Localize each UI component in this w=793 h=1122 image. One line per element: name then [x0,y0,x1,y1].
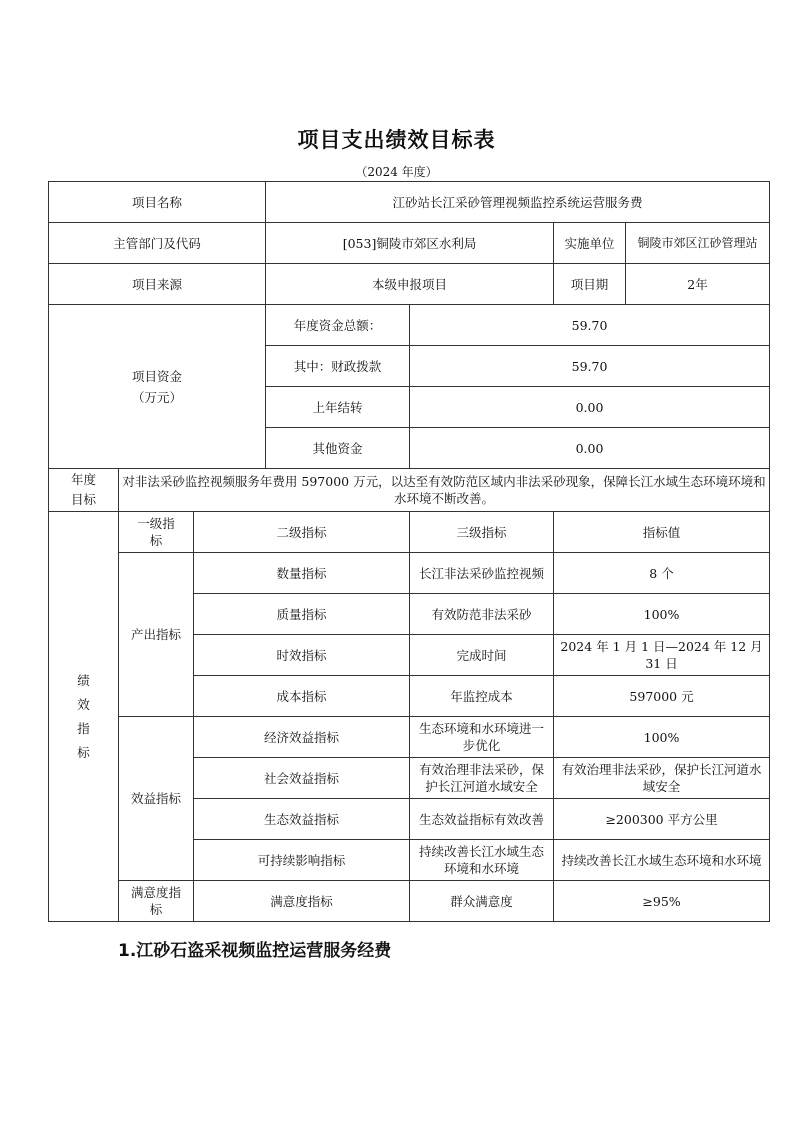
funds-other-label: 其他资金 [266,428,410,469]
funds-other-value: 0.00 [410,428,770,469]
header-value: 指标值 [554,512,770,553]
funds-carryover-label: 上年结转 [266,387,410,428]
benefit-l2: 可持续影响指标 [194,840,410,881]
funds-total-value: 59.70 [410,305,770,346]
benefit-l3: 生态环境和水环境进一步优化 [410,717,554,758]
output-l2: 时效指标 [194,635,410,676]
department-label: 主管部门及代码 [49,223,266,264]
period-value: 2年 [626,264,770,305]
period-label: 项目期 [554,264,626,305]
output-l2: 成本指标 [194,676,410,717]
funds-fiscal-label: 其中：财政拨款 [266,346,410,387]
header-level2: 二级指标 [194,512,410,553]
funds-unit-text: （万元） [132,389,183,405]
annual-goal-text: 对非法采砂监控视频服务年费用 597000 万元，以达至有效防范区域内非法采砂现象，保障长江水域生态环境环境和水环境不断改善。 [119,469,770,512]
benefit-l3: 生态效益指标有效改善 [410,799,554,840]
source-value: 本级申报项目 [266,264,554,305]
annual-goal-label-line2: 目标 [70,492,96,507]
satisfaction-indicator-label: 满意度指标 [119,881,194,922]
perf-char-4: 标 [77,744,90,760]
benefit-l2: 经济效益指标 [194,717,410,758]
section-heading: 1.江砂石盗采视频监控运营服务经费 [118,941,392,961]
benefit-l2: 社会效益指标 [194,758,410,799]
output-l3: 年监控成本 [410,676,554,717]
row-source [49,264,770,305]
perf-char-1: 绩 [77,672,90,688]
project-name-label: 项目名称 [49,182,266,223]
output-l3: 完成时间 [410,635,554,676]
satisfaction-l3: 群众满意度 [410,881,554,922]
benefit-value: ≥200300 平方公里 [554,799,770,840]
benefit-l3: 有效治理非法采砂，保护长江河道水域安全 [410,758,554,799]
output-value: 2024 年 1 月 1 日—2024 年 12 月 31 日 [554,635,770,676]
perf-char-2: 效 [77,696,90,712]
satisfaction-l2: 满意度指标 [194,881,410,922]
source-label: 项目来源 [49,264,266,305]
annual-goal-label-line1: 年度 [70,472,96,487]
output-indicator-label: 产出指标 [119,553,194,717]
benefit-value: 持续改善长江水域生态环境和水环境 [554,840,770,881]
table-row [49,881,770,922]
output-l2: 质量指标 [194,594,410,635]
perf-char-3: 指 [77,720,90,736]
header-level1: 一级指标 [119,512,194,553]
funds-total-label: 年度资金总额： [266,305,410,346]
implementing-unit-label: 实施单位 [554,223,626,264]
output-l3: 长江非法采砂监控视频 [410,553,554,594]
funds-fiscal-value: 59.70 [410,346,770,387]
satisfaction-value: ≥95% [554,881,770,922]
output-l3: 有效防范非法采砂 [410,594,554,635]
year-subtitle: （2024 年度） [355,165,438,179]
funds-label-text: 项目资金 [132,368,183,384]
output-value: 100% [554,594,770,635]
project-name-value: 江砂站长江采砂管理视频监控系统运营服务费 [266,182,770,223]
benefit-value: 有效治理非法采砂，保护长江河道水域安全 [554,758,770,799]
row-department [49,223,770,264]
page-title: 项目支出绩效目标表 [297,128,496,152]
funds-carryover-value: 0.00 [410,387,770,428]
benefit-value: 100% [554,717,770,758]
header-level3: 三级指标 [410,512,554,553]
table-row [49,553,770,594]
row-project-name [49,182,770,223]
table-row [49,717,770,758]
output-value: 8 个 [554,553,770,594]
implementing-unit-value: 铜陵市郊区江砂管理站 [626,223,770,264]
benefit-l2: 生态效益指标 [194,799,410,840]
output-value: 597000 元 [554,676,770,717]
row-annual-goal [49,469,770,512]
performance-table [48,181,770,922]
row-funds-total [49,305,770,346]
benefit-l3: 持续改善长江水域生态环境和水环境 [410,840,554,881]
benefit-indicator-label: 效益指标 [119,717,194,881]
annual-goal-label [49,469,119,512]
performance-indicator-label [49,512,119,922]
row-indicator-header [49,512,770,553]
output-l2: 数量指标 [194,553,410,594]
funds-label [49,305,266,469]
department-value: [053]铜陵市郊区水利局 [266,223,554,264]
